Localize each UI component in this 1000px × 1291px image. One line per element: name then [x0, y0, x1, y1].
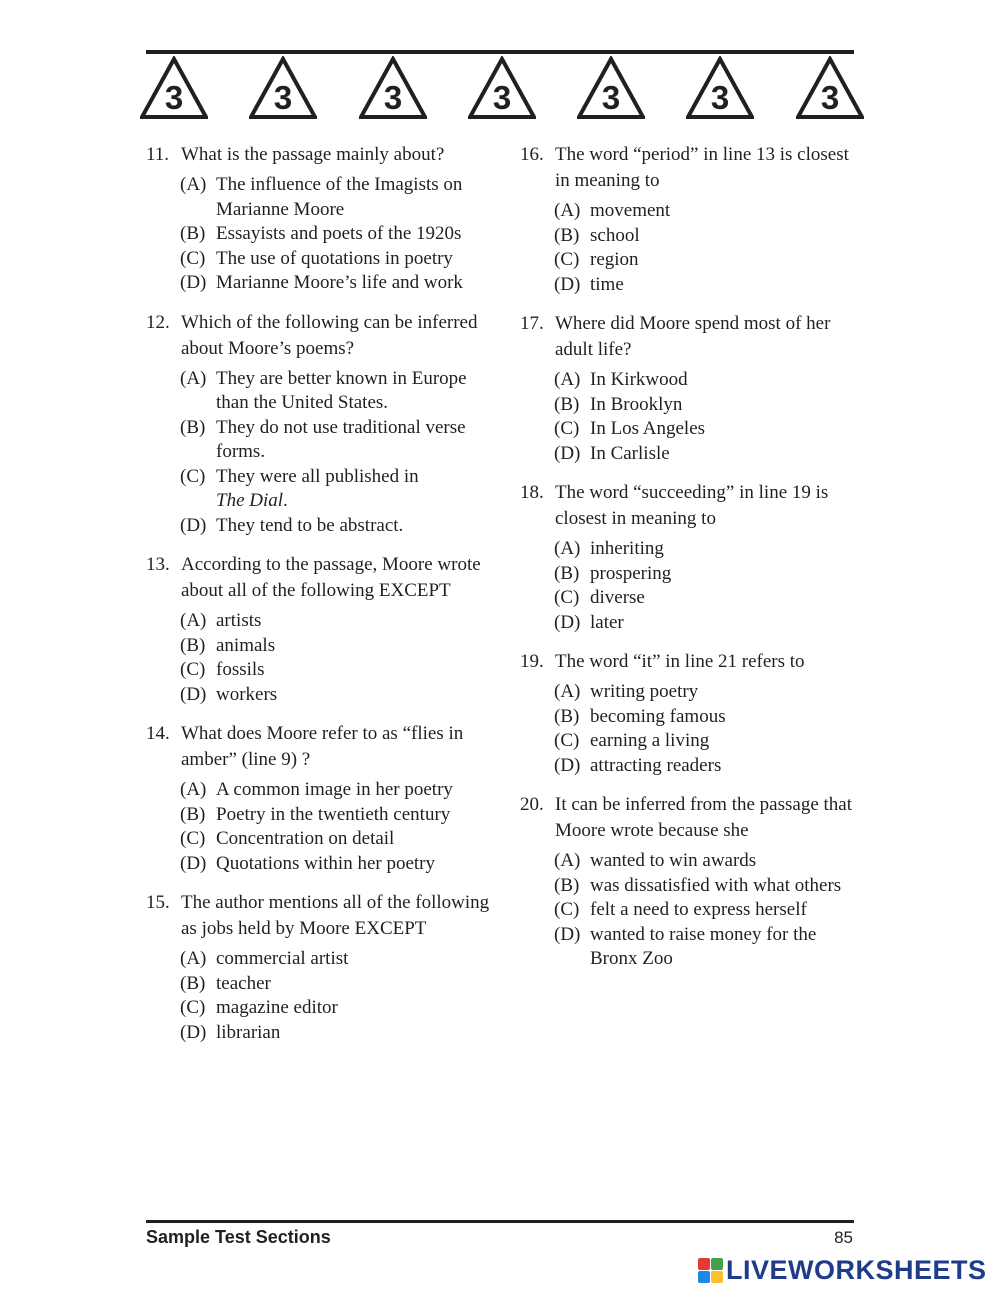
option-letter: (C)	[180, 247, 206, 269]
answer-option[interactable]	[554, 417, 860, 442]
option-text: Poetry in the twentieth century	[216, 803, 451, 825]
answer-option[interactable]	[180, 996, 491, 1021]
answer-options	[180, 778, 491, 876]
option-text: Essayists and poets of the 1920s	[216, 223, 462, 244]
option-text: commercial artist	[216, 948, 349, 969]
option-letter: (A)	[554, 200, 581, 221]
answer-option[interactable]	[180, 634, 491, 659]
answer-options	[554, 537, 860, 635]
answer-option[interactable]	[554, 754, 860, 779]
option-text: felt a need to express herself	[590, 899, 807, 920]
publication-title: The Dial	[216, 490, 284, 511]
answer-option[interactable]	[180, 852, 491, 877]
answer-options	[554, 199, 860, 297]
option-text: In Kirkwood	[590, 369, 688, 390]
answer-option[interactable]	[554, 273, 860, 298]
question-stem: It can be inferred from the passage that Moore wrote because she	[555, 794, 853, 841]
answer-option[interactable]	[554, 729, 860, 754]
option-text: They do not use traditional verse forms.	[216, 416, 466, 462]
question-14	[146, 721, 491, 876]
option-text: attracting readers	[590, 754, 722, 776]
section-number: 3	[383, 79, 403, 116]
answer-option[interactable]	[554, 849, 860, 874]
question-stem: The word “it” in line 21 refers to	[555, 651, 805, 672]
option-letter: (C)	[554, 730, 580, 751]
bottom-rule	[146, 1220, 854, 1223]
option-text: Marianne Moore’s life and work	[216, 272, 463, 293]
option-letter: (D)	[554, 611, 581, 633]
section-number: 3	[273, 79, 293, 116]
option-text: earning a living	[590, 730, 710, 751]
section-number: 3	[492, 79, 512, 116]
option-letter: (C)	[554, 587, 580, 608]
option-letter: (B)	[180, 803, 206, 825]
option-text: fossils	[216, 659, 265, 680]
logo-block	[711, 1271, 723, 1283]
liveworksheets-logo[interactable]	[698, 1254, 987, 1286]
question-number: 20.	[520, 794, 544, 815]
option-text-end: .	[283, 490, 288, 511]
option-text: magazine editor	[216, 997, 338, 1018]
option-letter: (B)	[180, 634, 206, 656]
answer-option[interactable]	[554, 393, 860, 418]
question-12	[146, 310, 491, 539]
answer-option[interactable]	[554, 199, 860, 224]
option-letter: (A)	[554, 538, 581, 559]
option-text: They tend to be abstract.	[216, 514, 404, 536]
answer-option[interactable]	[180, 609, 491, 634]
option-letter: (C)	[180, 828, 206, 849]
answer-options	[180, 173, 491, 296]
option-letter: (B)	[554, 705, 580, 727]
option-text: was dissatisfied with what others	[590, 874, 842, 896]
option-text: Quotations within her poetry	[216, 852, 435, 874]
option-text: becoming famous	[590, 705, 726, 727]
section-triangle-icon	[140, 56, 208, 120]
option-letter: (A)	[554, 850, 581, 871]
answer-option[interactable]	[554, 248, 860, 273]
option-letter: (A)	[554, 369, 581, 390]
option-letter: (C)	[180, 465, 206, 487]
option-text: time	[590, 273, 624, 295]
answer-option[interactable]	[554, 923, 860, 972]
question-20	[520, 792, 860, 972]
section-triangle-icon	[468, 56, 536, 120]
question-stem: Which of the following can be inferred about Moore’s poems?	[181, 311, 478, 359]
option-text: animals	[216, 634, 276, 656]
option-text	[216, 465, 491, 514]
option-letter: (D)	[554, 442, 581, 464]
logo-block	[698, 1271, 710, 1283]
option-letter: (C)	[554, 418, 580, 439]
option-text: workers	[216, 683, 278, 705]
section-triangle-icon	[796, 56, 864, 120]
option-letter: (A)	[180, 779, 207, 800]
question-number: 12.	[146, 311, 170, 333]
answer-option[interactable]	[554, 537, 860, 562]
question-column-right	[520, 142, 860, 986]
logo-text: LIVEWORKSHEETS	[726, 1254, 987, 1285]
question-17	[520, 311, 860, 466]
answer-option[interactable]	[180, 803, 491, 828]
option-text: school	[590, 224, 640, 246]
answer-option[interactable]	[180, 778, 491, 803]
option-letter: (A)	[554, 681, 581, 702]
question-number: 14.	[146, 723, 170, 744]
answer-option[interactable]	[180, 416, 491, 465]
question-stem: According to the passage, Moore wrote about all of the following EXCEPT	[181, 554, 481, 601]
answer-option[interactable]	[554, 611, 860, 636]
answer-option[interactable]	[554, 898, 860, 923]
answer-option[interactable]	[180, 222, 491, 247]
answer-option[interactable]	[554, 680, 860, 705]
option-letter: (D)	[180, 683, 207, 705]
option-text: prospering	[590, 562, 672, 584]
option-letter: (B)	[180, 416, 206, 438]
section-number: 3	[710, 79, 730, 116]
option-letter: (C)	[554, 249, 580, 270]
answer-option[interactable]	[554, 442, 860, 467]
top-rule	[146, 50, 854, 54]
option-letter: (D)	[180, 514, 207, 536]
question-column-left	[146, 142, 491, 1059]
option-letter: (A)	[180, 610, 207, 631]
answer-option[interactable]	[180, 972, 491, 997]
answer-option[interactable]	[180, 947, 491, 972]
question-stem: What is the passage mainly about?	[181, 144, 445, 165]
answer-option[interactable]	[180, 683, 491, 708]
option-letter: (D)	[554, 754, 581, 776]
section-triangle-icon	[686, 56, 754, 120]
footer-section-title: Sample Test Sections	[146, 1227, 331, 1247]
option-text: inheriting	[590, 538, 664, 559]
question-number: 11.	[146, 144, 170, 165]
option-letter: (B)	[180, 223, 206, 244]
option-text: region	[590, 249, 639, 270]
option-letter: (B)	[554, 224, 580, 246]
option-text: A common image in her poetry	[216, 779, 453, 800]
section-triangle-icon	[249, 56, 317, 120]
option-letter: (D)	[180, 1021, 207, 1043]
answer-option[interactable]	[554, 224, 860, 249]
option-letter: (D)	[554, 923, 581, 945]
section-number: 3	[164, 79, 184, 116]
option-text: librarian	[216, 1021, 281, 1043]
answer-options	[554, 849, 860, 972]
question-number: 17.	[520, 313, 544, 334]
option-letter: (A)	[180, 948, 207, 969]
option-text: artists	[216, 610, 262, 631]
option-letter: (B)	[554, 874, 580, 896]
answer-option[interactable]	[180, 173, 491, 222]
answer-option[interactable]	[180, 367, 491, 416]
section-number: 3	[601, 79, 621, 116]
option-letter: (C)	[180, 659, 206, 680]
option-letter: (A)	[180, 174, 207, 195]
answer-option[interactable]	[554, 705, 860, 730]
answer-options	[180, 947, 491, 1045]
answer-option[interactable]	[180, 827, 491, 852]
question-19	[520, 649, 860, 778]
question-number: 16.	[520, 144, 544, 165]
option-text: In Brooklyn	[590, 393, 683, 415]
question-stem: The word “period” in line 13 is closest in meaning to	[555, 144, 849, 191]
option-text: wanted to raise money for the Bronx Zoo	[590, 923, 817, 969]
question-number: 18.	[520, 482, 544, 503]
option-letter: (D)	[180, 272, 207, 293]
option-letter: (B)	[554, 393, 580, 415]
section-marker-row	[140, 56, 870, 122]
answer-option[interactable]	[180, 465, 491, 514]
answer-option[interactable]	[180, 1021, 491, 1046]
option-letter: (D)	[180, 852, 207, 874]
option-text: The use of quotations in poetry	[216, 247, 453, 269]
answer-options	[180, 609, 491, 707]
option-text: wanted to win awards	[590, 850, 757, 871]
section-triangle-icon	[577, 56, 645, 120]
option-text: In Carlisle	[590, 442, 670, 464]
question-11	[146, 142, 491, 296]
question-13	[146, 552, 491, 707]
section-number: 3	[820, 79, 840, 116]
option-text: later	[590, 611, 624, 633]
logo-block	[711, 1258, 723, 1270]
answer-option[interactable]	[554, 562, 860, 587]
question-number: 13.	[146, 554, 170, 575]
answer-option[interactable]	[554, 586, 860, 611]
question-stem: What does Moore refer to as “flies in amber” (line 9) ?	[181, 723, 464, 770]
answer-options	[554, 368, 860, 466]
logo-block	[698, 1258, 710, 1270]
question-number: 15.	[146, 892, 170, 913]
question-15	[146, 890, 491, 1045]
option-text: movement	[590, 200, 671, 221]
option-text: teacher	[216, 972, 271, 994]
answer-option[interactable]	[554, 368, 860, 393]
page-number: 85	[834, 1228, 853, 1247]
answer-option[interactable]	[180, 247, 491, 272]
answer-option[interactable]	[180, 658, 491, 683]
question-number: 19.	[520, 651, 544, 672]
option-text: They are better known in Europe than the United States.	[216, 367, 467, 413]
option-letter: (C)	[554, 899, 580, 920]
option-text: In Los Angeles	[590, 418, 706, 439]
answer-option[interactable]	[180, 271, 491, 296]
option-letter: (D)	[554, 273, 581, 295]
question-stem: The author mentions all of the following as jobs held by Moore EXCEPT	[181, 892, 490, 939]
answer-options	[180, 367, 491, 539]
option-text: Concentration on detail	[216, 828, 395, 849]
answer-options	[554, 680, 860, 778]
option-text: The influence of the Imagists on Marianne Moore	[216, 174, 463, 220]
answer-option[interactable]	[554, 874, 860, 899]
option-letter: (A)	[180, 367, 207, 389]
option-text: writing poetry	[590, 681, 699, 702]
option-text-main: They were all published in	[216, 465, 419, 487]
question-16	[520, 142, 860, 297]
option-letter: (C)	[180, 997, 206, 1018]
option-letter: (B)	[180, 972, 206, 994]
question-18	[520, 480, 860, 635]
logo-blocks-icon	[698, 1258, 723, 1283]
section-triangle-icon	[359, 56, 427, 120]
option-letter: (B)	[554, 562, 580, 584]
question-stem: Where did Moore spend most of her adult life?	[555, 313, 831, 360]
option-text: diverse	[590, 587, 645, 608]
answer-option[interactable]	[180, 514, 491, 539]
question-stem: The word “succeeding” in line 19 is closest in meaning to	[555, 482, 829, 529]
